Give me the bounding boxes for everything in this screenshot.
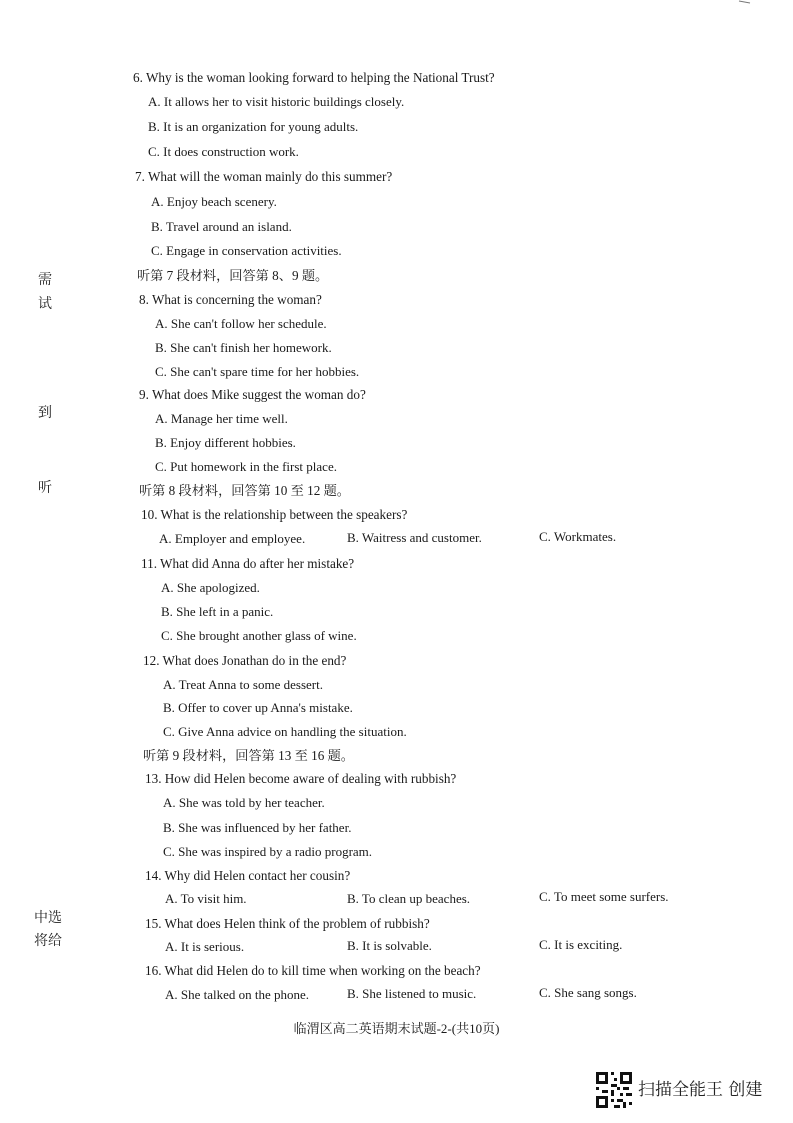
question-10-option-b: B. Waitress and customer. <box>347 530 482 545</box>
question-6-option-b: B. It is an organization for young adults. <box>148 119 359 134</box>
qr-code-icon <box>596 1072 632 1108</box>
section-8-instruction: 听第 8 段材料，回答第 10 至 12 题。 <box>139 483 350 498</box>
question-12: 12. What does Jonathan do in the end? <box>143 653 347 668</box>
corner-scan-mark <box>738 0 752 4</box>
scanner-watermark: 扫描全能王 创建 <box>638 1080 763 1100</box>
question-7: 7. What will the woman mainly do this summer? <box>135 169 393 184</box>
question-9-option-c: C. Put homework in the first place. <box>155 459 337 474</box>
question-10-option-a: A. Employer and employee. <box>159 531 306 546</box>
margin-text-1: 需 <box>38 272 52 288</box>
question-15-option-c: C. It is exciting. <box>539 937 623 952</box>
question-12-option-c: C. Give Anna advice on handling the situation. <box>163 724 407 739</box>
question-14-option-c: C. To meet some surfers. <box>539 889 669 904</box>
question-7-option-b: B. Travel around an island. <box>151 219 292 234</box>
question-6-option-c: C. It does construction work. <box>148 144 299 159</box>
question-8-option-a: A. She can't follow her schedule. <box>155 316 327 331</box>
margin-text-2: 试 <box>38 296 52 312</box>
question-16-option-c: C. She sang songs. <box>539 985 637 1000</box>
question-16-option-b: B. She listened to music. <box>347 986 477 1001</box>
question-8-option-c: C. She can't spare time for her hobbies. <box>155 364 360 379</box>
question-13-option-c: C. She was inspired by a radio program. <box>163 844 373 859</box>
question-11-option-a: A. She apologized. <box>161 580 260 595</box>
question-12-option-a: A. Treat Anna to some dessert. <box>163 677 323 692</box>
question-9: 9. What does Mike suggest the woman do? <box>139 387 366 402</box>
question-6: 6. Why is the woman looking forward to helping the National Trust? <box>133 70 495 85</box>
page-footer: 临渭区高二英语期末试题-2-(共10页) <box>293 1021 500 1036</box>
question-12-option-b: B. Offer to cover up Anna's mistake. <box>163 700 353 715</box>
question-7-option-a: A. Enjoy beach scenery. <box>151 194 277 209</box>
question-11: 11. What did Anna do after her mistake? <box>141 556 355 571</box>
question-6-option-a: A. It allows her to visit historic buildings closely. <box>148 94 405 109</box>
question-9-option-b: B. Enjoy different hobbies. <box>155 435 296 450</box>
question-15-option-a: A. It is serious. <box>165 939 245 954</box>
margin-text-5: 中选 <box>34 910 62 926</box>
question-13: 13. How did Helen become aware of dealing with rubbish? <box>145 771 457 786</box>
question-14-option-a: A. To visit him. <box>165 891 247 906</box>
question-13-option-b: B. She was influenced by her father. <box>163 820 352 835</box>
question-11-option-c: C. She brought another glass of wine. <box>161 628 357 643</box>
question-8-option-b: B. She can't finish her homework. <box>155 340 332 355</box>
section-7-instruction: 听第 7 段材料，回答第 8、9 题。 <box>137 268 329 283</box>
question-15-option-b: B. It is solvable. <box>347 938 432 953</box>
question-9-option-a: A. Manage her time well. <box>155 411 288 426</box>
question-7-option-c: C. Engage in conservation activities. <box>151 243 342 258</box>
section-9-instruction: 听第 9 段材料，回答第 13 至 16 题。 <box>143 748 354 763</box>
question-13-option-a: A. She was told by her teacher. <box>163 795 325 810</box>
margin-text-3: 到 <box>38 405 52 421</box>
question-11-option-b: B. She left in a panic. <box>161 604 274 619</box>
question-14-option-b: B. To clean up beaches. <box>347 891 471 906</box>
margin-text-6: 将给 <box>34 933 62 949</box>
question-16-option-a: A. She talked on the phone. <box>165 987 310 1002</box>
question-10: 10. What is the relationship between the speakers? <box>141 507 408 522</box>
question-16: 16. What did Helen do to kill time when working on the beach? <box>145 963 481 978</box>
margin-text-4: 听 <box>38 480 52 496</box>
question-8: 8. What is concerning the woman? <box>139 292 322 307</box>
question-14: 14. Why did Helen contact her cousin? <box>145 868 351 883</box>
question-15: 15. What does Helen think of the problem of rubbish? <box>145 916 430 931</box>
question-10-option-c: C. Workmates. <box>539 529 617 544</box>
